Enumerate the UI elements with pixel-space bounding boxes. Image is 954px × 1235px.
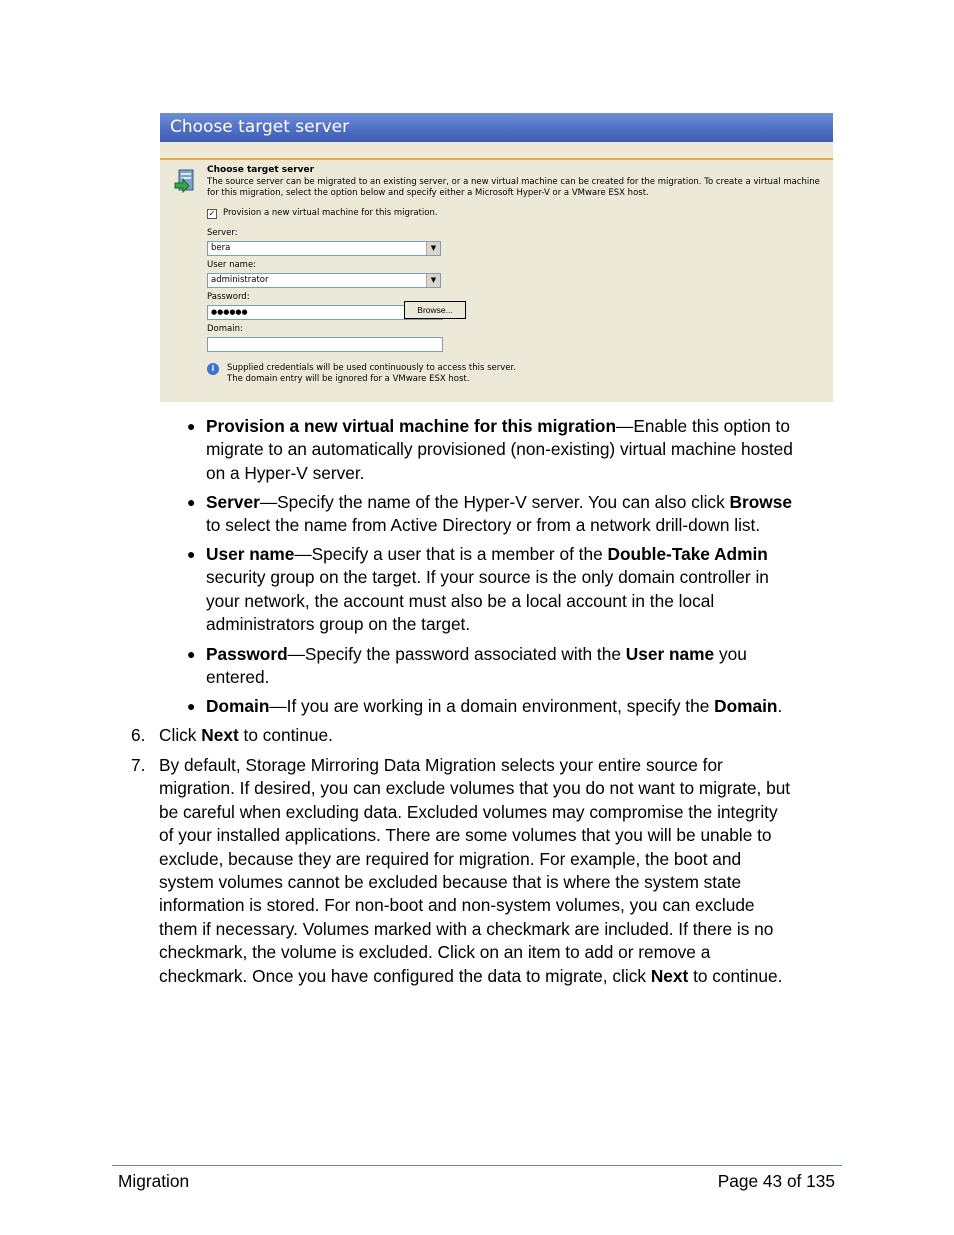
step-7-line: be careful when excluding data. Excluded volumes may compromise the integrity bbox=[159, 801, 778, 822]
provision-term: Provision a new virtual machine for this migration bbox=[206, 416, 617, 436]
step-6-post: to continue. bbox=[238, 725, 333, 745]
step-7-line: checkmark, the volume is excluded. Click on an item to add or remove a bbox=[159, 942, 711, 963]
user-text-1: —Specify a user that is a member of the bbox=[294, 544, 608, 564]
dialog-heading: Choose target server bbox=[207, 165, 315, 175]
server-text-1: —Specify the name of the Hyper-V server. You can also click bbox=[259, 492, 730, 512]
server-wizard-icon bbox=[173, 167, 199, 193]
banner-title: Choose target server bbox=[160, 113, 833, 142]
info-line-2: The domain entry will be ignored for a VMware ESX host. bbox=[227, 374, 470, 384]
step-7-line: system volumes cannot be excluded because that is where the system state bbox=[159, 872, 742, 893]
step-7-line: By default, Storage Mirroring Data Migration selects your entire source for bbox=[159, 755, 723, 775]
bullet-dot-icon: ● bbox=[187, 698, 196, 714]
step-7-number: 7. bbox=[131, 755, 146, 775]
user-group: Double-Take Admin bbox=[607, 544, 768, 564]
step-7-line: information is stored. For non-boot and non-system volumes, you can exclude bbox=[159, 895, 755, 916]
password-term: Password bbox=[206, 644, 288, 664]
step-7-line: of your installed applications. There are some volumes that you will be unable to bbox=[159, 825, 772, 846]
step-6-pre: Click bbox=[159, 725, 202, 745]
server-term: Server bbox=[206, 492, 260, 512]
server-browse: Browse bbox=[729, 492, 792, 512]
step-7-line: migration. If desired, you can exclude volumes that you do not want to migrate, but bbox=[159, 778, 791, 799]
password-label: Password: bbox=[207, 292, 250, 302]
bullet-username bbox=[187, 543, 846, 637]
footer-section: Migration bbox=[118, 1171, 190, 1191]
domain-term: Domain bbox=[206, 696, 270, 716]
step-6-number: 6. bbox=[131, 725, 146, 745]
footer-rule bbox=[112, 1165, 842, 1166]
step-7-line: exclude, because they are required for migration. For example, the boot and bbox=[159, 848, 742, 869]
user-term: User name bbox=[206, 544, 295, 564]
domain-end: . bbox=[777, 696, 783, 716]
domain-bold: Domain bbox=[714, 696, 778, 716]
password-you: you bbox=[714, 644, 747, 664]
step-7-last-post: to continue. bbox=[688, 965, 783, 986]
step-6-next: Next bbox=[201, 725, 239, 745]
provision-text-1: —Enable this option to bbox=[616, 416, 790, 436]
step-7-line: them if necessary. Volumes marked with a checkmark are included. If there is no bbox=[159, 918, 774, 939]
server-text-2: to select the name from Active Directory or from a network drill-down list. bbox=[206, 515, 761, 536]
password-user: User name bbox=[625, 644, 715, 664]
browse-button[interactable]: Browse... bbox=[404, 301, 466, 319]
user-text-4: administrators group on the target. bbox=[206, 614, 471, 635]
username-dropdown-arrow-icon[interactable]: ▼ bbox=[426, 274, 440, 287]
server-label: Server: bbox=[207, 228, 238, 238]
domain-text-1: —If you are working in a domain environment, specify the bbox=[269, 696, 715, 716]
server-value: bera bbox=[211, 243, 231, 253]
footer-page-number: Page 43 of 135 bbox=[717, 1171, 835, 1191]
bullet-server bbox=[187, 491, 846, 538]
banner-divider bbox=[160, 158, 833, 160]
step-7-last-pre: checkmark. Once you have configured the data to migrate, click bbox=[159, 965, 651, 986]
user-text-2: security group on the target. If your source is the only domain controller in bbox=[206, 567, 769, 588]
step-7 bbox=[131, 754, 849, 988]
password-text-1: —Specify the password associated with the bbox=[287, 644, 626, 664]
info-line-1: Supplied credentials will be used continuously to access this server. bbox=[227, 363, 516, 373]
step-7-next: Next bbox=[650, 965, 689, 986]
bullet-dot-icon: ● bbox=[187, 646, 196, 662]
domain-field[interactable] bbox=[207, 337, 443, 352]
server-dropdown-arrow-icon[interactable]: ▼ bbox=[426, 242, 440, 255]
provision-text-2: migrate to an automatically provisioned (non-existing) virtual machine hosted bbox=[206, 439, 793, 460]
domain-label: Domain: bbox=[207, 324, 243, 334]
bullet-provision bbox=[187, 415, 846, 485]
bullet-password bbox=[187, 643, 846, 690]
step-6 bbox=[131, 724, 849, 747]
username-label: User name: bbox=[207, 260, 257, 270]
password-value: ●●●●●● bbox=[211, 308, 248, 316]
username-value: administrator bbox=[211, 275, 269, 285]
user-text-3: your network, the account must also be a local account in the local bbox=[206, 590, 715, 611]
bullet-dot-icon: ● bbox=[187, 418, 196, 434]
bullet-dot-icon: ● bbox=[187, 546, 196, 562]
bullet-dot-icon: ● bbox=[187, 494, 196, 510]
dialog-description: The source server can be migrated to an existing server, or a new virtual machine can be created for the migration. To create a virtual machine for this migration, select the option below and specify either a Microsoft Hyper-V or a VMware ESX host. bbox=[207, 177, 820, 198]
server-combo[interactable] bbox=[207, 241, 441, 256]
bullet-domain bbox=[187, 695, 846, 718]
provision-checkbox-label: Provision a new virtual machine for this migration. bbox=[223, 208, 438, 218]
username-combo[interactable] bbox=[207, 273, 441, 288]
provision-text-3: on a Hyper-V server. bbox=[206, 462, 365, 483]
target-server-screenshot bbox=[160, 113, 833, 402]
info-icon: i bbox=[207, 363, 219, 375]
provision-checkbox[interactable]: ✓ bbox=[208, 208, 216, 218]
password-text-2: entered. bbox=[206, 667, 270, 688]
